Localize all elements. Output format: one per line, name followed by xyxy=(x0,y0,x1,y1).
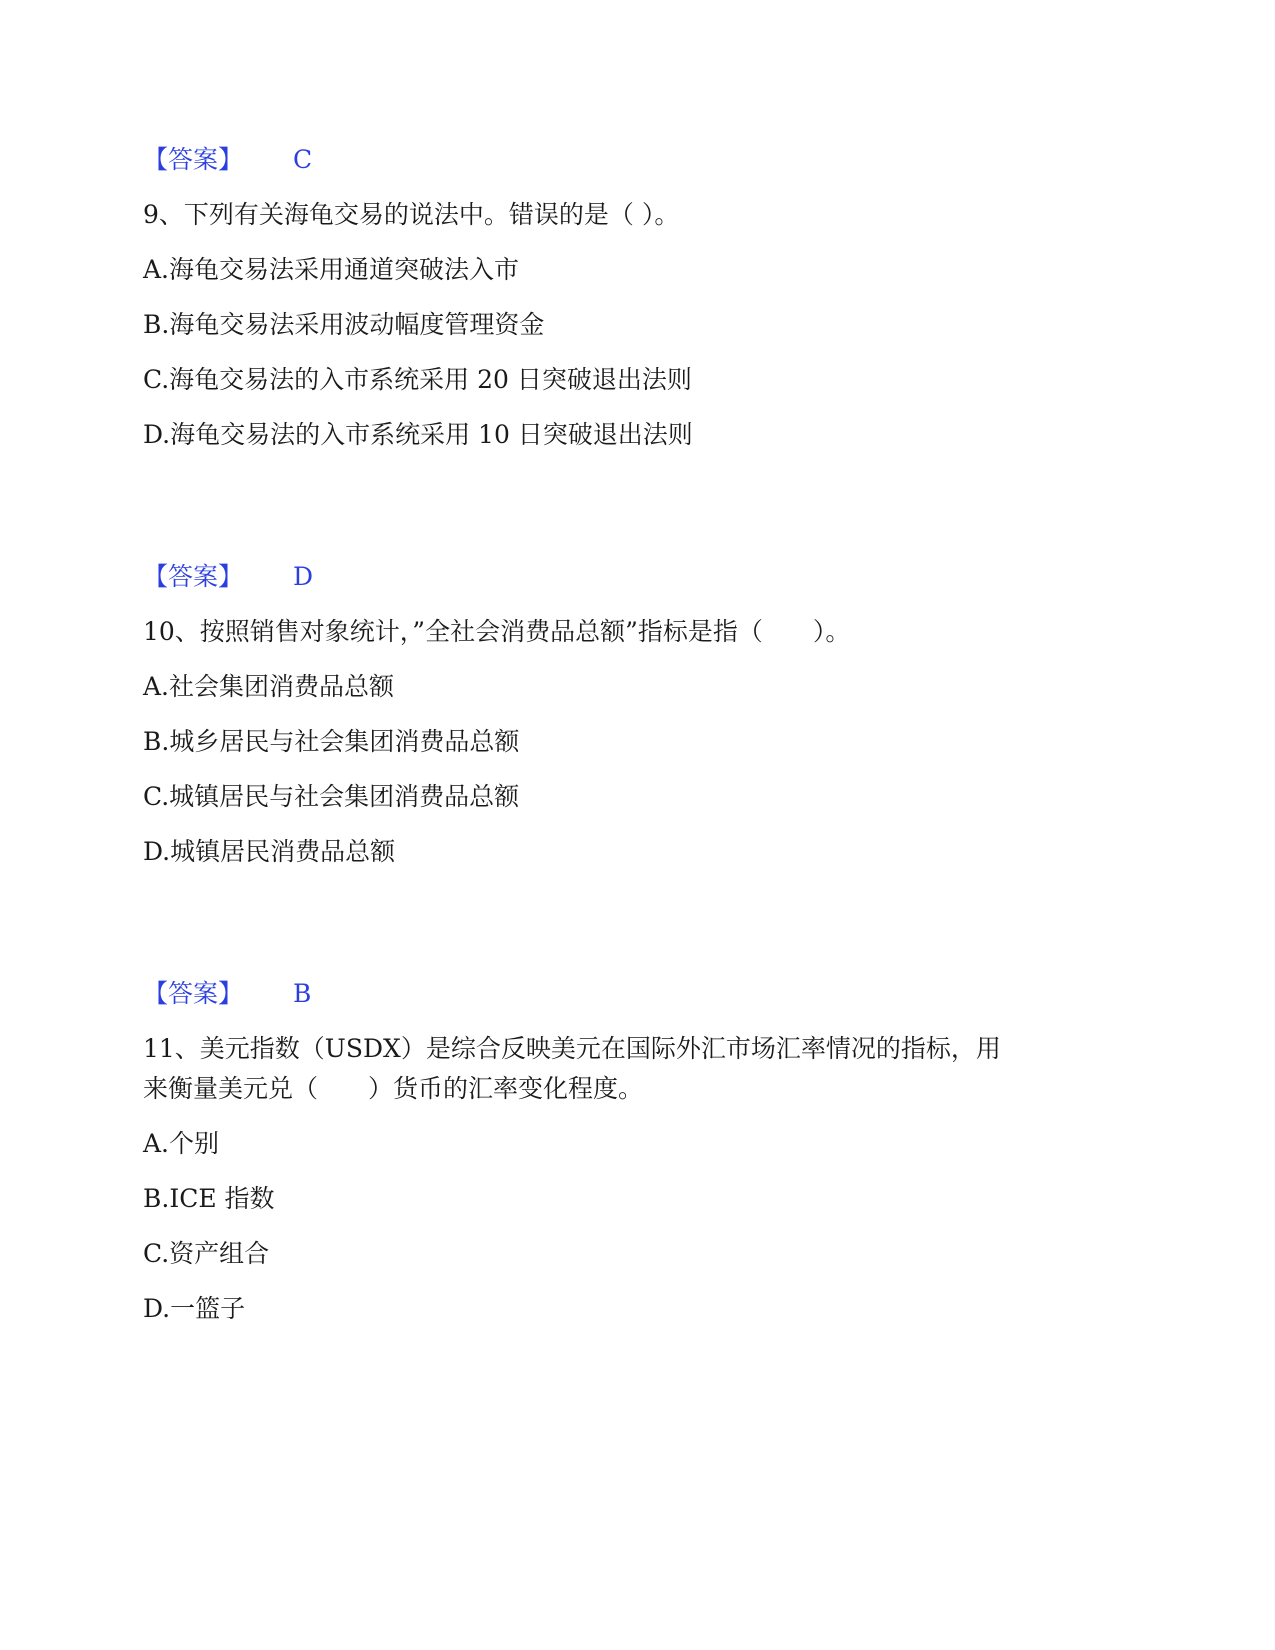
question-9-stem: 9、下列有关海龟交易的说法中。错误的是（ ）。 xyxy=(143,200,680,229)
answer-value: B xyxy=(293,979,312,1008)
question-10-stem: 10、按照销售对象统计，”全社会消费品总额”指标是指（ ）。 xyxy=(143,617,851,646)
question-9-option-d: D.海龟交易法的入市系统采用 10 日突破退出法则 xyxy=(143,420,693,449)
question-9-option-b: B.海龟交易法采用波动幅度管理资金 xyxy=(143,310,545,339)
question-11-stem-line-2: 来衡量美元兑（ ）货币的汇率变化程度。 xyxy=(143,1074,644,1103)
answer-line xyxy=(143,143,312,177)
question-9-option-a: A.海龟交易法采用通道突破法入市 xyxy=(143,255,520,284)
question-11-option-c: C.资产组合 xyxy=(143,1239,270,1268)
question-10-option-d: D.城镇居民消费品总额 xyxy=(143,837,396,866)
question-10-option-a: A.社会集团消费品总额 xyxy=(143,672,395,701)
question-11-stem-line-1: 11、美元指数（USDX）是综合反映美元在国际外汇市场汇率情况的指标，用 xyxy=(143,1034,1001,1063)
question-11-option-b: B.ICE 指数 xyxy=(143,1184,275,1213)
question-10-option-c: C.城镇居民与社会集团消费品总额 xyxy=(143,782,520,811)
question-9-option-c: C.海龟交易法的入市系统采用 20 日突破退出法则 xyxy=(143,365,692,394)
answer-value: D xyxy=(293,562,314,591)
question-11-option-a: A.个别 xyxy=(143,1129,220,1158)
question-11-option-d: D.一篮子 xyxy=(143,1294,246,1323)
answer-line xyxy=(143,560,313,594)
answer-line xyxy=(143,977,311,1011)
answer-label: 【答案】 xyxy=(143,145,244,174)
answer-label: 【答案】 xyxy=(143,979,244,1008)
answer-value: C xyxy=(293,145,313,174)
answer-label: 【答案】 xyxy=(143,562,244,591)
question-10-option-b: B.城乡居民与社会集团消费品总额 xyxy=(143,727,520,756)
